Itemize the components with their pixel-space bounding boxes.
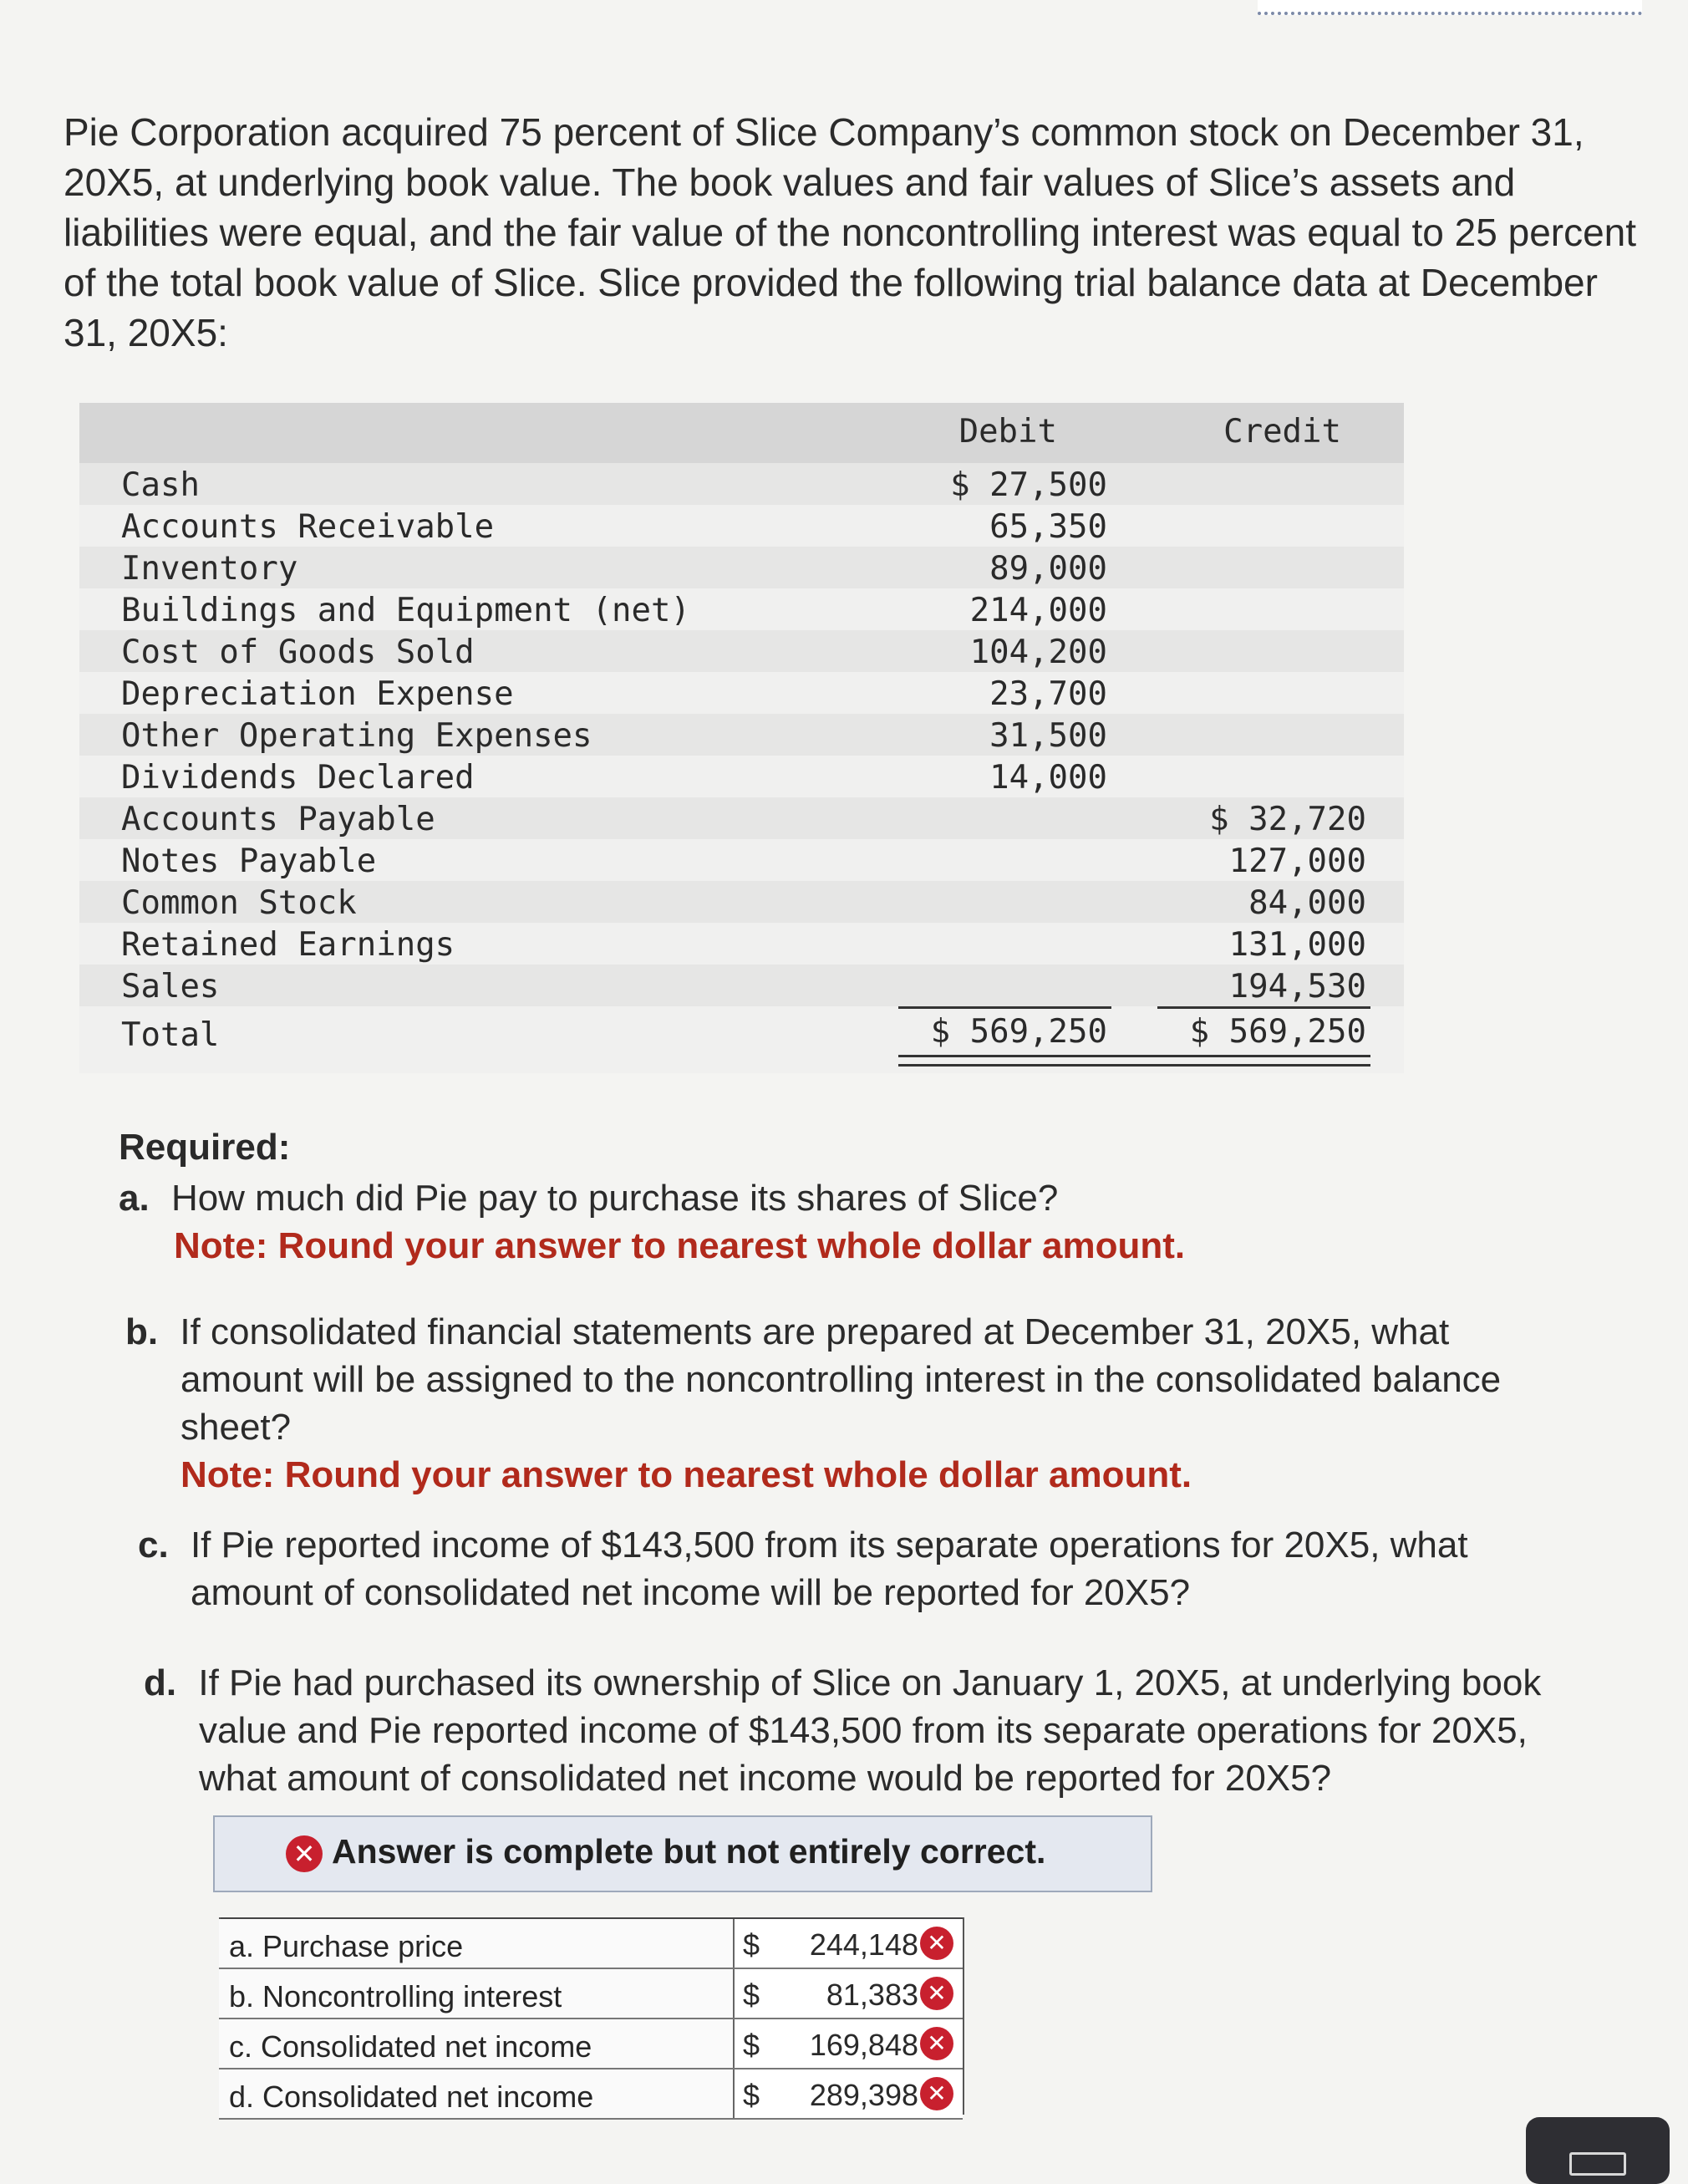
account-name: Buildings and Equipment (net) bbox=[121, 592, 690, 629]
answer-input-cell[interactable] bbox=[733, 2069, 963, 2118]
answer-value[interactable]: 289,398 bbox=[809, 2078, 918, 2112]
answer-label: b. Noncontrolling interest bbox=[229, 1979, 562, 2013]
credit-amount: $ 32,720 bbox=[1209, 801, 1366, 838]
incorrect-x-icon: ✕ bbox=[920, 2077, 953, 2110]
answer-label: d. Consolidated net income bbox=[229, 2080, 594, 2114]
debit-amount: 104,200 bbox=[969, 634, 1107, 671]
question-b-text-2: amount will be assigned to the noncontrolling interest in the consolidated balance bbox=[180, 1359, 1502, 1400]
question-a-note: Note: Round your answer to nearest whole dollar amount. bbox=[174, 1225, 1186, 1266]
answer-status-banner bbox=[213, 1815, 1152, 1892]
answer-input-cell[interactable] bbox=[733, 2019, 963, 2068]
question-d-text-3: what amount of consolidated net income would be reported for 20X5? bbox=[199, 1758, 1332, 1799]
question-d-text-1: If Pie had purchased its ownership of Slice on January 1, 20X5, at underlying book bbox=[198, 1662, 1542, 1703]
currency-symbol: $ bbox=[743, 2078, 760, 2112]
currency-symbol: $ bbox=[743, 1978, 760, 2012]
account-name: Accounts Payable bbox=[121, 801, 435, 838]
answer-status-text: Answer is complete but not entirely correct. bbox=[332, 1832, 1046, 1871]
credit-amount: 194,530 bbox=[1228, 968, 1366, 1005]
answer-label: a. Purchase price bbox=[229, 1929, 464, 1963]
debit-amount: 31,500 bbox=[989, 717, 1107, 755]
answer-label: c. Consolidated net income bbox=[229, 2029, 592, 2064]
account-name: Accounts Receivable bbox=[121, 508, 495, 546]
debit-amount: 23,700 bbox=[989, 675, 1107, 713]
trial-balance-row bbox=[79, 923, 1404, 965]
question-c-text-1: If Pie reported income of $143,500 from its separate operations for 20X5, what bbox=[190, 1525, 1468, 1565]
account-name: Other Operating Expenses bbox=[121, 717, 592, 755]
credit-amount: 127,000 bbox=[1228, 843, 1366, 880]
answer-row bbox=[219, 1969, 963, 2019]
account-name: Inventory bbox=[121, 550, 298, 588]
answer-row bbox=[219, 2069, 963, 2120]
account-name: Sales bbox=[121, 968, 220, 1005]
trial-balance-row bbox=[79, 797, 1404, 839]
keyboard-keys-glyph bbox=[1569, 2152, 1626, 2176]
account-name: Common Stock bbox=[121, 884, 357, 922]
trial-balance-row bbox=[79, 588, 1404, 630]
question-d-text-2: value and Pie reported income of $143,500 from its separate operations for 20X5, bbox=[199, 1710, 1528, 1751]
keyboard-icon[interactable] bbox=[1526, 2117, 1670, 2184]
trial-balance-row bbox=[79, 547, 1404, 588]
answer-value[interactable]: 244,148 bbox=[809, 1927, 918, 1962]
incorrect-x-icon: ✕ bbox=[920, 2027, 953, 2060]
trial-balance-row bbox=[79, 463, 1404, 505]
debit-amount: 65,350 bbox=[989, 508, 1107, 546]
debit-amount: 214,000 bbox=[969, 592, 1107, 629]
top-scrollbar-strip bbox=[1258, 0, 1642, 15]
question-d bbox=[144, 1659, 1648, 1802]
total-debit: $ 569,250 bbox=[930, 1013, 1107, 1051]
account-name: Retained Earnings bbox=[121, 926, 455, 964]
question-c-label: c. bbox=[138, 1525, 169, 1565]
question-b-note: Note: Round your answer to nearest whole dollar amount. bbox=[180, 1454, 1192, 1495]
trial-balance-row bbox=[79, 881, 1404, 923]
trial-balance-row bbox=[79, 505, 1404, 547]
required-heading: Required: bbox=[119, 1127, 291, 1168]
answer-row bbox=[219, 1919, 963, 1969]
trial-balance-row bbox=[79, 714, 1404, 756]
account-name: Notes Payable bbox=[121, 843, 377, 880]
question-b-text-1: If consolidated financial statements are prepared at December 31, 20X5, what bbox=[180, 1311, 1450, 1352]
trial-balance-table bbox=[79, 403, 1404, 1073]
total-single-rule-credit bbox=[1157, 1006, 1370, 1009]
account-name: Depreciation Expense bbox=[121, 675, 514, 713]
account-name: Cash bbox=[121, 466, 200, 504]
question-a-label: a. bbox=[119, 1178, 150, 1219]
answer-input-cell[interactable] bbox=[733, 1969, 963, 2018]
x-circle-icon: ✕ bbox=[286, 1835, 323, 1872]
answer-value[interactable]: 169,848 bbox=[809, 2028, 918, 2062]
total-single-rule-debit bbox=[898, 1006, 1111, 1009]
credit-amount: 84,000 bbox=[1248, 884, 1366, 922]
problem-intro: Pie Corporation acquired 75 percent of Slice Company’s common stock on December 31, 20X5, at underlying book value. The book values and fair values of Slice’s assets and liabilities were equal, and the fair value of the noncontrolling interest was equal to 25 percent of the total book value of Slice. Slice provided the following trial balance data at December 31, 20X5: bbox=[64, 110, 1637, 354]
total-credit: $ 569,250 bbox=[1189, 1013, 1366, 1051]
trial-balance-row bbox=[79, 630, 1404, 672]
question-b-text-3: sheet? bbox=[180, 1407, 292, 1448]
trial-balance-total-row bbox=[79, 1006, 1404, 1073]
answer-input-cell[interactable] bbox=[733, 1919, 963, 1968]
answer-table-body bbox=[219, 1919, 963, 2120]
debit-amount: $ 27,500 bbox=[950, 466, 1107, 504]
trial-balance-header bbox=[79, 403, 1404, 463]
credit-amount: 131,000 bbox=[1228, 926, 1366, 964]
question-c-text-2: amount of consolidated net income will be reported for 20X5? bbox=[191, 1572, 1191, 1613]
account-name: Dividends Declared bbox=[121, 759, 475, 797]
trial-balance-body bbox=[79, 463, 1404, 1006]
total-label: Total bbox=[121, 1016, 220, 1054]
question-b bbox=[125, 1308, 1646, 1499]
answer-value[interactable]: 81,383 bbox=[826, 1978, 918, 2012]
credit-header: Credit bbox=[1223, 413, 1341, 451]
question-c bbox=[138, 1521, 1642, 1616]
trial-balance-row bbox=[79, 672, 1404, 714]
incorrect-x-icon: ✕ bbox=[920, 1977, 953, 2010]
answer-row bbox=[219, 2019, 963, 2069]
incorrect-x-icon: ✕ bbox=[920, 1927, 953, 1960]
question-a bbox=[119, 1174, 1623, 1270]
question-b-label: b. bbox=[125, 1311, 159, 1352]
currency-symbol: $ bbox=[743, 2028, 760, 2062]
currency-symbol: $ bbox=[743, 1927, 760, 1962]
debit-amount: 89,000 bbox=[989, 550, 1107, 588]
trial-balance-row bbox=[79, 839, 1404, 881]
question-a-text: How much did Pie pay to purchase its shares of Slice? bbox=[170, 1178, 1059, 1219]
account-name: Cost of Goods Sold bbox=[121, 634, 475, 671]
answer-table bbox=[219, 1917, 963, 2120]
total-double-rule bbox=[898, 1055, 1370, 1067]
trial-balance-row bbox=[79, 965, 1404, 1006]
trial-balance-row bbox=[79, 756, 1404, 797]
debit-amount: 14,000 bbox=[989, 759, 1107, 797]
debit-header: Debit bbox=[958, 413, 1057, 451]
question-d-label: d. bbox=[144, 1662, 177, 1703]
